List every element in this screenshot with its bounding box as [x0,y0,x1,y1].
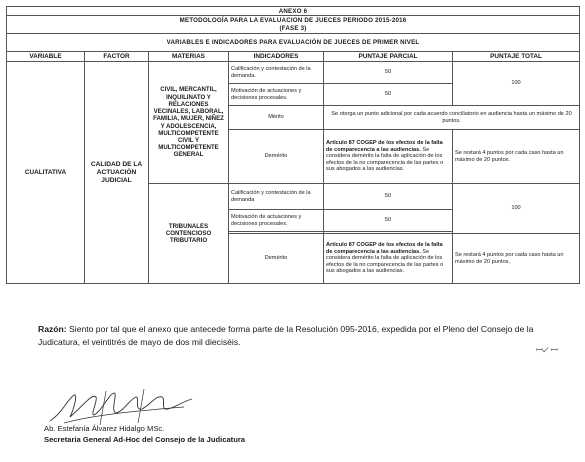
razon-paragraph [38,323,568,349]
column-header-indicadores: INDICADORES [229,52,324,62]
signatory-title: Secretaria General Ad-Hoc del Consejo de la Judicatura [44,435,246,444]
indicador-calificacion-1: Calificación y contestación de la demanda. [229,62,324,84]
demerito-article-1: Artículo 87 COGEP de los efectos de la falta de comparecencia a las audiencias. [326,140,443,153]
indicador-calificacion-2: Calificación y contestación de la demanda [229,184,324,210]
demerito-label-2: Demérito [229,234,324,284]
signatory-name: Ab. Estefanía Álvarez Hidalgo MSc. [44,424,165,433]
evaluation-table [6,6,580,284]
annex-phase: (FASE 3) [7,25,580,34]
razon-text: Siento por tal que el anexo que antecede forma parte de la Resolución 095-2016, expedida por el Pleno del Consejo de la Judicatura, el veintitrés de mayo de dos mil dieciséis. [38,324,534,347]
indicador-motivacion-1: Motivación de actuaciones y decisiones procesales. [229,84,324,106]
annex-subtitle: VARIABLES E INDICADORES PARA EVALUACIÓN DE JUECES DE PRIMER NIVEL [7,34,580,52]
parcial-motivacion-1: 50 [324,84,453,106]
parcial-calificacion-1: 50 [324,62,453,84]
annex-title: METODOLOGÍA PARA LA EVALUACION DE JUECES PERIODO 2015-2016 [7,16,580,25]
indicador-motivacion-2: Motivación de actuaciones y decisiones procesales. [229,210,324,232]
column-header-puntaje-parcial: PUNTAJE PARCIAL [324,52,453,62]
handwritten-signature [44,385,204,429]
total-group-1: 100 [453,62,580,106]
column-header-materias: MATERIAS [149,52,229,62]
annex-number: ANEXO 6 [7,7,580,16]
demerito-rest-1: Se considera demérito la falta de aplicación de los efectos de la no comparecencia de las partes o sus abogados a las audiencias. [326,146,444,173]
column-header-variable: VARIABLE [7,52,85,62]
demerito-total-1: Se restará 4 puntos por cada caso hasta un máximo de 20 puntos. [453,130,580,184]
factor-cell: CALIDAD DE LA ACTUACIÓN JUDICIAL [85,62,149,284]
demerito-label-1: Demérito [229,130,324,184]
demerito-article-2: Artículo 87 COGEP de los efectos de la falta de comparecencia a las audiencias. [326,242,443,255]
parcial-calificacion-2: 50 [324,184,453,210]
variable-cell: CUALITATIVA [7,62,85,284]
materias-group-2: TRIBUNALES CONTENCIOSO TRIBUTARIO [149,184,229,284]
column-header-factor: FACTOR [85,52,149,62]
demerito-text-2 [324,234,453,284]
demerito-text-1 [324,130,453,184]
materias-group-1: CIVIL, MERCANTIL, INQUILINATO Y RELACIONES VECINALES, LABORAL, FAMILIA, MUJER, NIÑEZ Y ADOLESCENCIA, MULTICOMPETENTE CIVIL Y MULTICOMPETENTE GENERAL [149,62,229,184]
merito-label: Mérito [229,106,324,130]
parcial-motivacion-2: 50 [324,210,453,232]
total-group-2: 100 [453,184,580,234]
razon-label: Razón: [38,324,67,334]
demerito-total-2: Se restará 4 puntos por cada caso hasta un máximo de 20 puntos. [453,234,580,284]
column-header-puntaje-total: PUNTAJE TOTAL [453,52,580,62]
initials-mark: ꟷ✓ ꟷ [535,346,557,356]
demerito-rest-2: Se considera demérito la falta de aplicación de los efectos de la no comparecencia de las partes o sus abogados a las audiencias. [326,248,444,275]
merito-text: Se otorga un punto adicional por cada acuerdo conciliatorio en audiencia hasta un máximo de 20 puntos. [324,106,580,130]
